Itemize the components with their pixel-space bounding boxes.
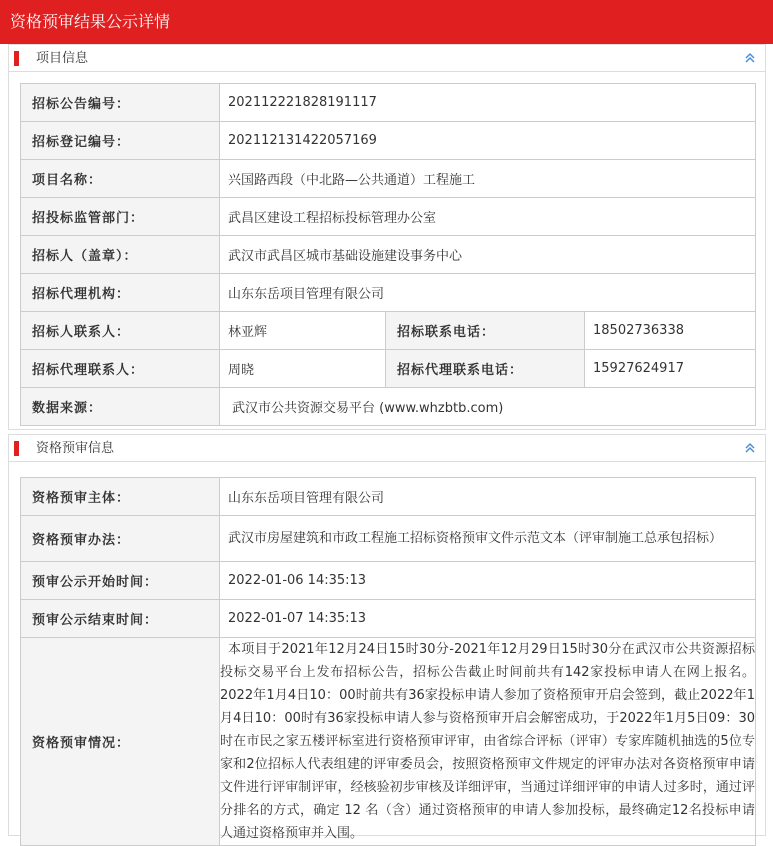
tenderer-value: 武汉市武昌区城市基础设施建设事务中心 <box>220 236 756 274</box>
field-label: 招标人（盖章）： <box>21 236 220 274</box>
prequal-info-title: 资格预审信息 <box>36 441 115 456</box>
field-label: 招标代理联系电话： <box>386 350 585 388</box>
field-label: 招标代理机构： <box>21 274 220 312</box>
agency-phone-value: 15927624917 <box>585 350 756 388</box>
table-row <box>21 638 756 846</box>
field-label: 招标人联系人： <box>21 312 220 350</box>
project-info-table <box>20 83 756 426</box>
table-row <box>21 562 756 600</box>
section-marker <box>14 51 19 66</box>
prequal-method-value <box>220 516 756 562</box>
table-row <box>21 312 756 350</box>
field-label: 招标联系电话： <box>386 312 585 350</box>
prequal-info-table <box>20 477 756 846</box>
tenderer-phone-value: 18502736338 <box>585 312 756 350</box>
end-time-value: 2022-01-07 14:35:13 <box>220 600 756 638</box>
field-label: 数据来源： <box>21 388 220 426</box>
table-row <box>21 516 756 562</box>
prequal-situation-text: 本项目于2021年12月24日15时30分-2021年12月29日15时30分在武汉市公共资源招标投标交易平台上发布招标公告，招标公告截止时间前共有142家投标申请人在网上报名。2022年1月4日10：00时前共有36家投标申请人参加了资格预审开启会签到，截止2022年1月4日10：00时有36家投标申请人参与资格预审开启会解密成功，于2022年1月5日09：30时在市民之家五楼评标室进行资格预审评审，由省综合评标（评审）专家库随机抽选的5位专家和2位招标人代表组建的评审委员会，按照资格预审文件规定的评审办法对各资格预审申请文件进行评审制评审，经核验初步审核及详细评审，当通过详细评审的申请人过多时，通过评分排名的方式，确定 12 名（含）通过资格预审的申请人参加投标，最终确定12名投标申请人通过资格预审并入围。 <box>220 642 755 841</box>
prequal-subject-value: 山东东岳项目管理有限公司 <box>220 478 756 516</box>
data-source-value: 武汉市公共资源交易平台 (www.whzbtb.com) <box>220 388 756 426</box>
announcement-no-value: 202112221828191117 <box>220 84 756 122</box>
field-label: 招标登记编号： <box>21 122 220 160</box>
field-label: 招标代理联系人： <box>21 350 220 388</box>
start-time-value: 2022-01-06 14:35:13 <box>220 562 756 600</box>
table-row <box>21 388 756 426</box>
field-label: 项目名称： <box>21 160 220 198</box>
field-label: 招标公告编号： <box>21 84 220 122</box>
table-row <box>21 236 756 274</box>
prequal-situation-value <box>220 638 756 846</box>
agency-contact-value: 周晓 <box>220 350 386 388</box>
field-label: 资格预审主体： <box>21 478 220 516</box>
table-row <box>21 198 756 236</box>
project-name-value: 兴国路西段（中北路—公共通道）工程施工 <box>220 160 756 198</box>
double-chevron-up-icon[interactable] <box>743 441 757 455</box>
table-row <box>21 274 756 312</box>
table-row <box>21 350 756 388</box>
table-row <box>21 478 756 516</box>
project-info-section <box>8 44 766 430</box>
prequal-method-text: 武汉市房屋建筑和市政工程施工招标资格预审文件示范文本（评审制施工总承包招标） <box>228 531 723 546</box>
prequal-info-header[interactable] <box>9 435 765 462</box>
prequal-info-section <box>8 434 766 841</box>
supervisor-value: 武昌区建设工程招标投标管理办公室 <box>220 198 756 236</box>
table-row <box>21 122 756 160</box>
section-marker <box>14 441 19 456</box>
table-row <box>21 84 756 122</box>
field-label: 资格预审情况： <box>21 638 220 846</box>
table-row <box>21 600 756 638</box>
field-label: 预审公示开始时间： <box>21 562 220 600</box>
double-chevron-up-icon[interactable] <box>743 51 757 65</box>
table-row <box>21 160 756 198</box>
field-label: 预审公示结束时间： <box>21 600 220 638</box>
page-title: 资格预审结果公示详情 <box>0 0 773 44</box>
field-label: 资格预审办法： <box>21 516 220 562</box>
project-info-header[interactable] <box>9 45 765 72</box>
tenderer-contact-value: 林亚辉 <box>220 312 386 350</box>
project-info-title: 项目信息 <box>36 51 89 66</box>
field-label: 招投标监管部门： <box>21 198 220 236</box>
agency-value: 山东东岳项目管理有限公司 <box>220 274 756 312</box>
registration-no-value: 202112131422057169 <box>220 122 756 160</box>
